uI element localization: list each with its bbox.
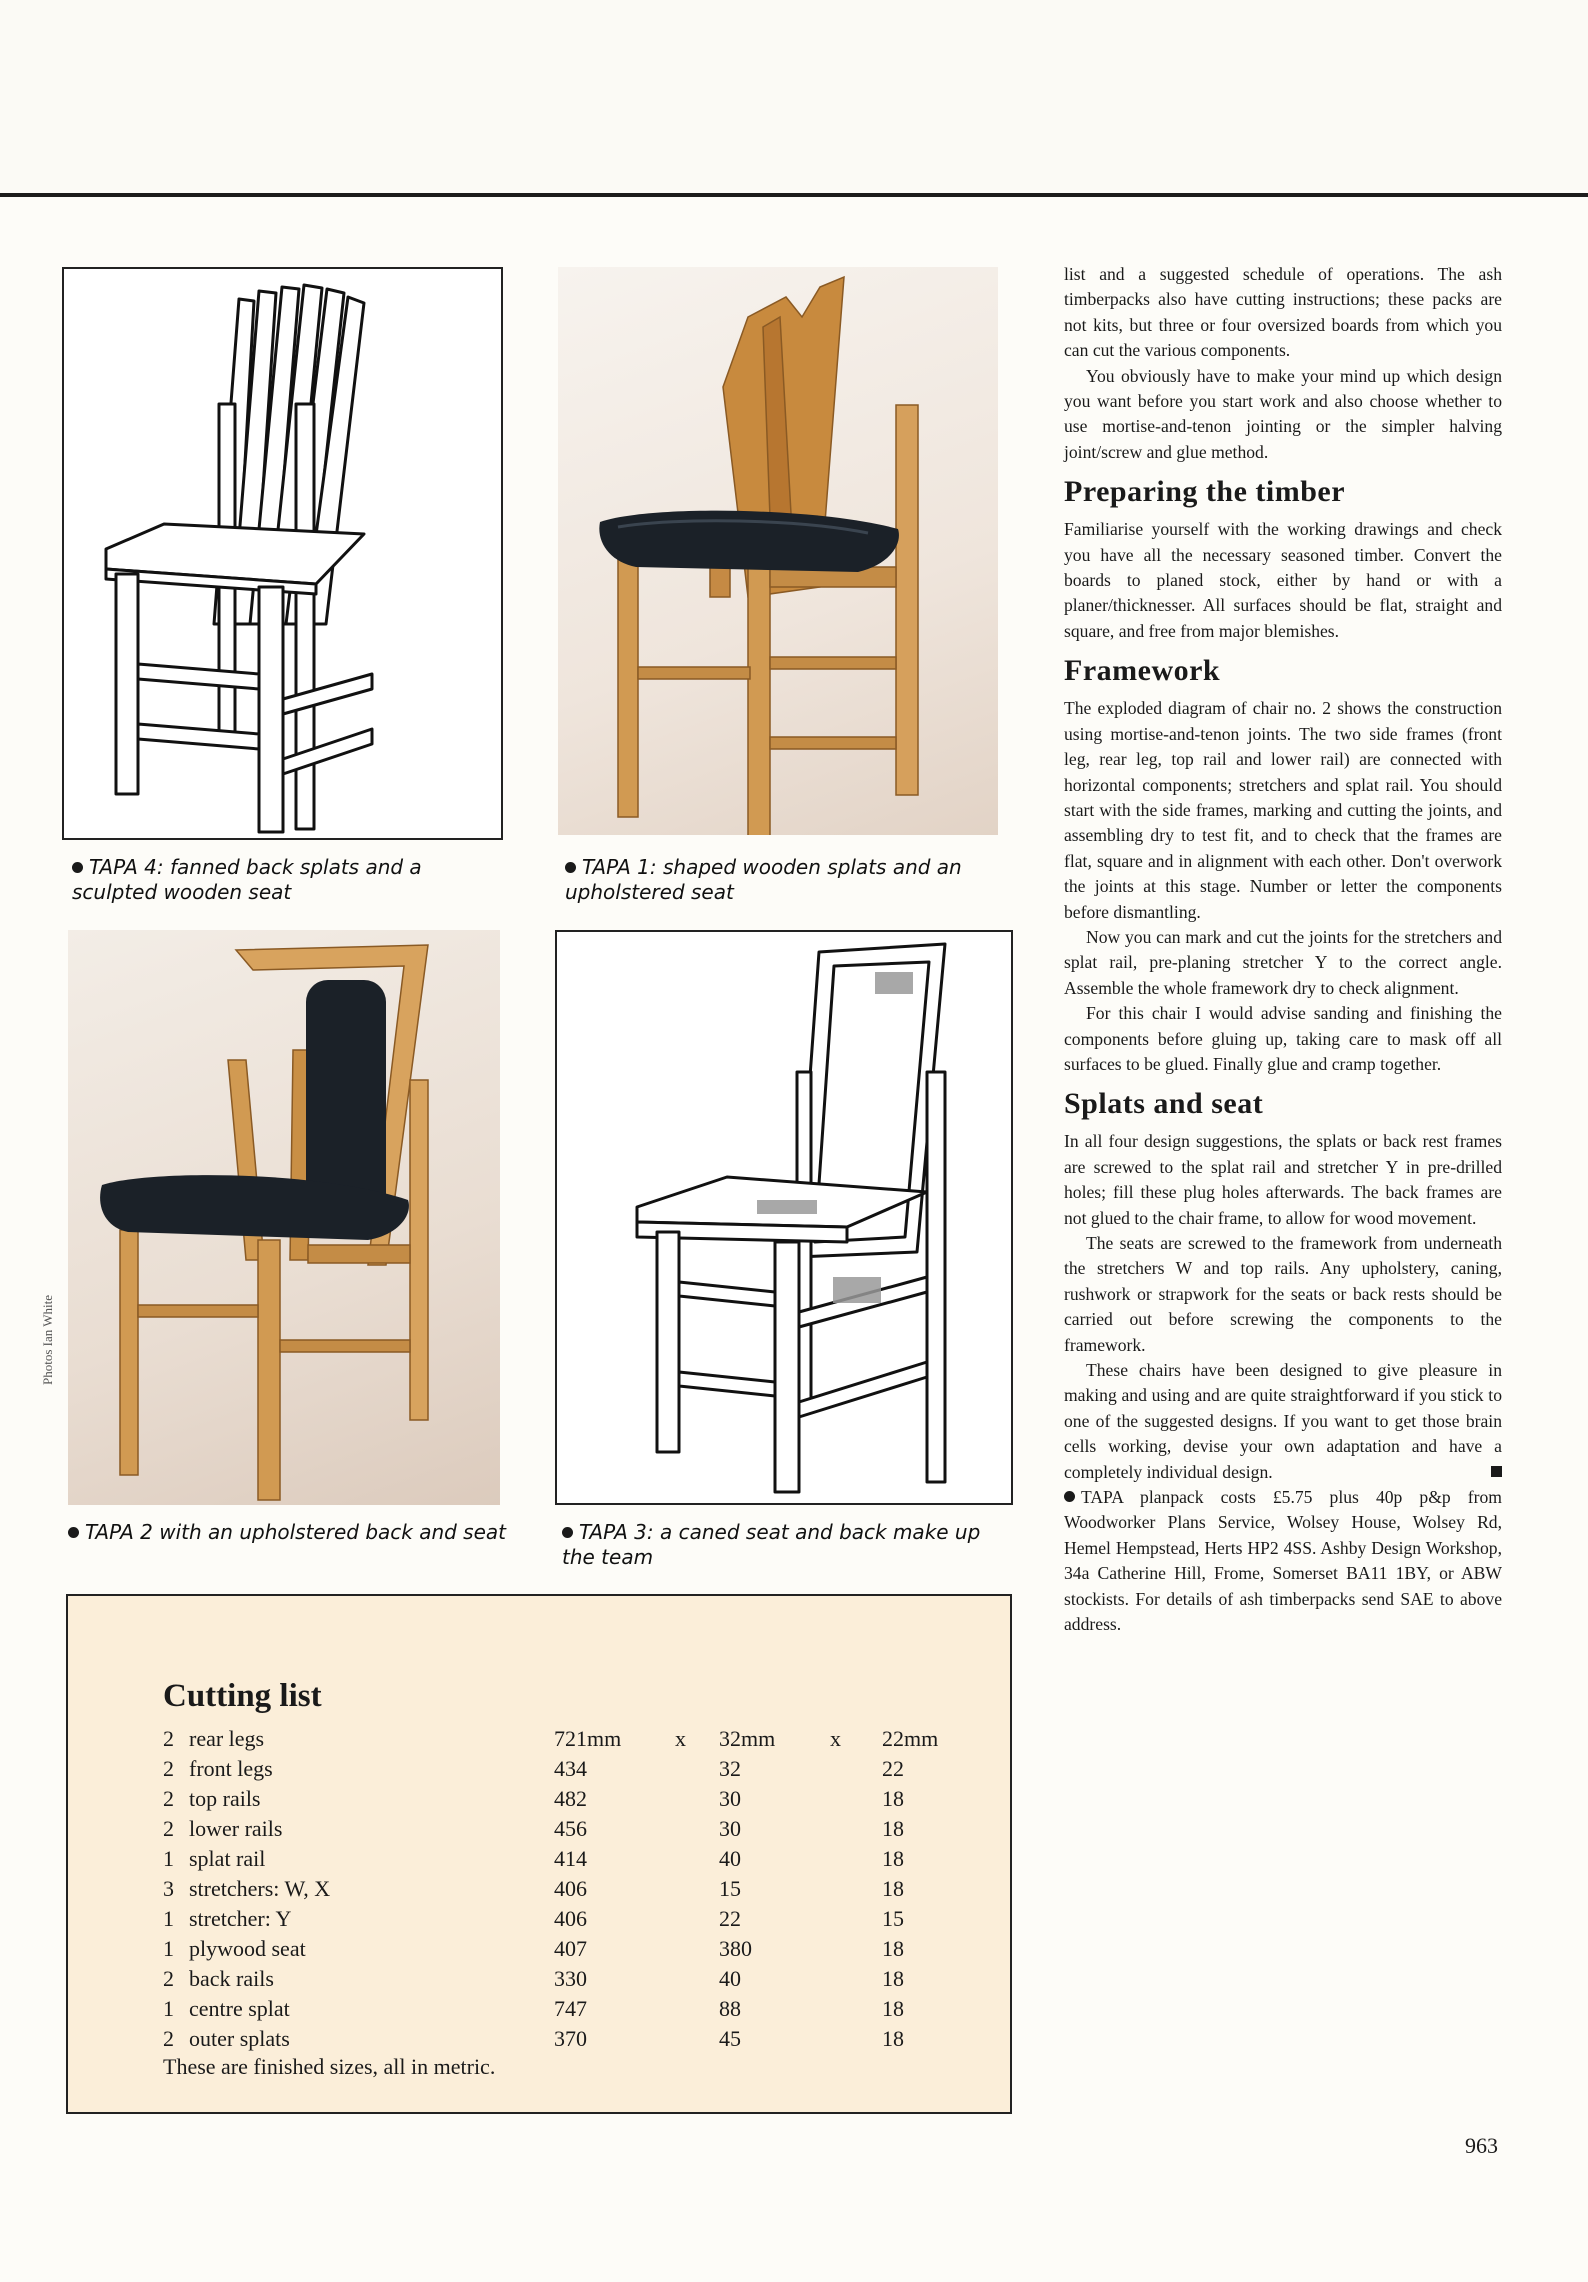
article-paragraph-text: These chairs have been designed to give pleasure in making and using and are quite straightforward if you stick to one of the suggested designs. If you want to get those brain cells working, devise your own adaptation and have a completely individual design. <box>1064 1360 1502 1482</box>
cutting-list-cell-length: 414 <box>554 1846 587 1871</box>
cutting-list-cell-width: 30 <box>719 1786 741 1811</box>
cutting-list-cell-length: 721mm <box>554 1726 622 1751</box>
caption-text: fanned back splats and a sculpted wooden seat <box>72 855 422 904</box>
page-header-bleed <box>0 0 1588 190</box>
heading-preparing-timber: Preparing the timber <box>1064 475 1346 509</box>
cutting-list-cell-item: lower rails <box>189 1816 283 1841</box>
cutting-list-cell-width: 380 <box>719 1936 752 1961</box>
tapa2-chair-photo <box>68 930 500 1505</box>
cutting-list-cell-item: outer splats <box>189 2026 290 2051</box>
photo-credit: Photos Ian White <box>40 1294 55 1385</box>
cutting-list-cell-item: splat rail <box>189 1846 266 1871</box>
cutting-list-cell-x1: x <box>675 1726 686 1751</box>
tapa1-chair-photo <box>558 267 998 835</box>
caption-bullet-icon <box>562 1527 573 1538</box>
cutting-list-cell-thickness: 18 <box>882 1876 904 1901</box>
cutting-list-cell-item: plywood seat <box>189 1936 306 1961</box>
caption-tapa4 <box>72 855 492 905</box>
cutting-list-cell-length: 406 <box>554 1906 587 1931</box>
cutting-list-cell-width: 15 <box>719 1876 741 1901</box>
cutting-list-cell-qty: 2 <box>163 2026 174 2051</box>
heading-splats-and-seat: Splats and seat <box>1064 1087 1264 1121</box>
article-paragraph: In all four design suggestions, the splats or back rest frames are screwed to the splat rail and stretcher Y in pre-drilled holes; fill these plug holes afterwards. The back frames are not glued to the chair frame, to allow for wood movement. <box>1064 1131 1502 1228</box>
cutting-list-cell-thickness: 18 <box>882 1846 904 1871</box>
figure-tapa3-drawing <box>555 930 1013 1505</box>
page-number: 963 <box>1465 2133 1498 2158</box>
cutting-list-cell-qty: 2 <box>163 1756 174 1781</box>
cutting-list-cell-x2: x <box>830 1726 841 1751</box>
caption-tapa-label: TAPA 4: <box>89 855 164 879</box>
caption-tapa3 <box>562 1520 1012 1570</box>
cutting-list-cell-length: 434 <box>554 1756 587 1781</box>
caption-tapa-label: TAPA 2 <box>85 1520 153 1544</box>
footnote-bullet-icon <box>1064 1491 1075 1502</box>
article-paragraph: Now you can mark and cut the joints for the stretchers and splat rail, pre-planing stretcher Y to the correct angle. Assemble the whole framework dry to check alignment. <box>1064 926 1502 998</box>
cutting-list-cell-width: 88 <box>719 1996 741 2021</box>
cutting-list-cell-thickness: 22mm <box>882 1726 939 1751</box>
caption-bullet-icon <box>565 862 576 873</box>
cutting-list-cell-qty: 1 <box>163 1936 174 1961</box>
article-paragraph-final <box>1064 1358 1502 1485</box>
cutting-list-cell-item: stretcher: Y <box>189 1906 292 1931</box>
cutting-list-cell-qty: 2 <box>163 1726 174 1751</box>
cutting-list-box <box>66 1594 1012 2114</box>
cutting-list-cell-qty: 3 <box>163 1876 174 1901</box>
caption-tapa-label: TAPA 3: <box>579 1520 654 1544</box>
cutting-list-cell-qty: 1 <box>163 1906 174 1931</box>
article-paragraph: The seats are screwed to the framework from underneath the stretchers W and top rails. Any upholstery, caning, rushwork or strapwork for the seats or back rests should be carried out before screwing the components to the framework. <box>1064 1233 1502 1355</box>
article-paragraph: For this chair I would advise sanding and finishing the components before gluing up, taking care to mask off all surfaces to be glued. Finally glue and cramp together. <box>1064 1003 1502 1074</box>
cutting-list-cell-thickness: 18 <box>882 2026 904 2051</box>
cutting-list-cell-thickness: 15 <box>882 1906 904 1931</box>
article-column <box>1064 262 1502 1638</box>
cutting-list-cell-length: 406 <box>554 1876 587 1901</box>
cutting-list-cell-item: centre splat <box>189 1996 290 2021</box>
article-paragraph: Familiarise yourself with the working drawings and check you have all the necessary seasoned timber. Convert the boards to planed stock, either by hand or with a planer/thicknesser. All surfaces should be flat, straight and square, and free from major blemishes. <box>1064 519 1502 641</box>
cutting-list-cell-thickness: 22 <box>882 1756 904 1781</box>
figure-tapa2-photo <box>68 930 500 1505</box>
cutting-list-cell-width: 40 <box>719 1846 741 1871</box>
article-paragraph: list and a suggested schedule of operations. The ash timberpacks also have cutting instructions; these packs are not kits, but three or four oversized boards from which you can cut the various components. <box>1064 264 1502 361</box>
cutting-list-title: Cutting list <box>163 1678 322 1714</box>
article-paragraph: The exploded diagram of chair no. 2 shows the construction using mortise-and-tenon joints. The two side frames (front leg, rear leg, top rail and lower rail) are connected with horizontal components; stretchers and splat rail. You should start with the side frames, marking and cutting the joints, and assembling dry to test fit, and to check that the frames are flat, square and in alignment with each other. Don't overwork the joints at this stage. Number or letter the components before dismantling. <box>1064 698 1502 922</box>
caption-tapa1 <box>565 855 1005 905</box>
cutting-list-cell-thickness: 18 <box>882 1966 904 1991</box>
cutting-list-cell-thickness: 18 <box>882 1996 904 2021</box>
cutting-list-cell-item: rear legs <box>189 1726 265 1751</box>
cutting-list-cell-width: 32 <box>719 1756 741 1781</box>
figure-tapa4-drawing <box>62 267 503 840</box>
cutting-list-cell-qty: 2 <box>163 1786 174 1811</box>
heading-framework: Framework <box>1064 654 1221 688</box>
cutting-list-cell-length: 482 <box>554 1786 587 1811</box>
figure-tapa1-photo <box>558 267 998 835</box>
cutting-list-cell-width: 32mm <box>719 1726 776 1751</box>
cutting-list-cell-qty: 1 <box>163 1846 174 1871</box>
caption-bullet-icon <box>68 1527 79 1538</box>
tapa4-chair-drawing <box>64 269 501 838</box>
cutting-list-cell-item: front legs <box>189 1756 273 1781</box>
end-mark-icon <box>1491 1466 1502 1477</box>
header-rule <box>0 193 1588 197</box>
article-paragraph: You obviously have to make your mind up which design you want before you start work and also choose whether to use mortise-and-tenon jointing or the simpler halving joint/screw and glue method. <box>1064 365 1502 462</box>
cutting-list-cell-width: 40 <box>719 1966 741 1991</box>
cutting-list-cell-qty: 2 <box>163 1966 174 1991</box>
caption-text: shaped wooden splats and an upholstered seat <box>565 855 962 904</box>
tapa3-chair-drawing <box>557 932 1011 1503</box>
cutting-list-cell-item: back rails <box>189 1966 274 1991</box>
caption-tapa-label: TAPA 1: <box>582 855 657 879</box>
cutting-list-cell-length: 330 <box>554 1966 587 1991</box>
cutting-list-cell-item: top rails <box>189 1786 261 1811</box>
cutting-list-cell-length: 747 <box>554 1996 587 2021</box>
cutting-list-cell-length: 370 <box>554 2026 587 2051</box>
caption-text: a caned seat and back make up the team <box>562 1520 981 1569</box>
caption-bullet-icon <box>72 862 83 873</box>
cutting-list-cell-thickness: 18 <box>882 1936 904 1961</box>
cutting-list-cell-qty: 1 <box>163 1996 174 2021</box>
cutting-list-cell-length: 456 <box>554 1816 587 1841</box>
caption-tapa2 <box>68 1520 508 1545</box>
cutting-list-cell-width: 45 <box>719 2026 741 2051</box>
caption-text: with an upholstered back and seat <box>159 1520 507 1544</box>
cutting-list-note: These are finished sizes, all in metric. <box>163 2054 496 2079</box>
cutting-list-cell-item: stretchers: W, X <box>189 1876 331 1901</box>
cutting-list-cell-length: 407 <box>554 1936 587 1961</box>
cutting-list-cell-qty: 2 <box>163 1816 174 1841</box>
cutting-list-cell-width: 22 <box>719 1906 741 1931</box>
cutting-list-cell-thickness: 18 <box>882 1816 904 1841</box>
article-footnote <box>1064 1485 1502 1637</box>
cutting-list-cell-width: 30 <box>719 1816 741 1841</box>
article-footnote-text: TAPA planpack costs £5.75 plus 40p p&p from Woodworker Plans Service, Wolsey House, Wolsey Rd, Hemel Hempstead, Herts HP2 4SS. Ashby Design Workshop, 34a Catherine Hill, Frome, Somerset BA11 1BY, or ABW stockists. For details of ash timberpacks send SAE to above address. <box>1064 1487 1502 1635</box>
cutting-list-cell-thickness: 18 <box>882 1786 904 1811</box>
